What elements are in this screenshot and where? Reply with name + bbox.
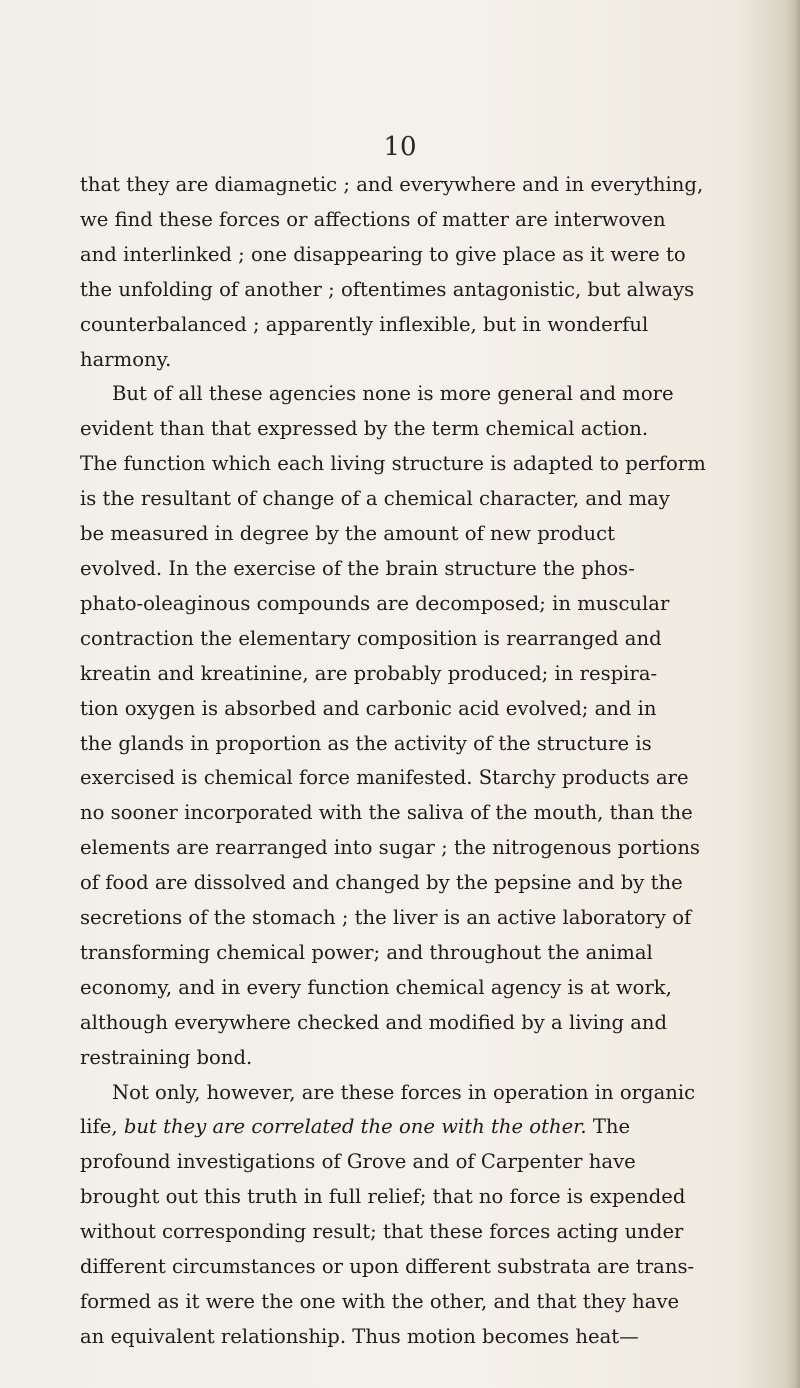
text-line: the unfolding of another ; oftentimes antagonistic, but always [80, 277, 695, 301]
text-line: the glands in proportion as the activity of the structure is [80, 731, 652, 755]
text-line: is the resultant of change of a chemical character, and may [80, 487, 670, 511]
text-line: we find these forces or affections of matter are interwoven [80, 207, 666, 231]
text-line: an equivalent relationship. Thus motion becomes heat— [80, 1324, 639, 1348]
text-line: formed as it were the one with the other, and that they have [80, 1290, 680, 1313]
text-line: phato-oleaginous compounds are decomposed; in muscular [80, 591, 670, 615]
text-line: counterbalanced ; apparently inflexible, but in wonderful [80, 312, 649, 336]
text-line: no sooner incorporated with the saliva of the mouth, than the [80, 801, 693, 825]
paragraph-start-line: Not only, however, are these forces in operation in organic [112, 1080, 696, 1104]
text-line: without corresponding result; that these forces acting under [80, 1220, 684, 1244]
page-number: 10 [383, 132, 417, 162]
text-line: secretions of the stomach ; the liver is an active laboratory of [80, 906, 692, 930]
text-line: different circumstances or upon different substrata are trans- [80, 1255, 695, 1279]
text-line: that they are diamagnetic ; and everywhere and in everything, [80, 173, 704, 196]
text-segment: life, [80, 1115, 124, 1139]
text-line: evolved. In the exercise of the brain structure the phos- [80, 556, 635, 580]
text-line: kreatin and kreatinine, are probably produced; in respira- [80, 661, 658, 685]
text-line: economy, and in every function chemical agency is at work, [80, 975, 672, 999]
paragraph-start-line: But of all these agencies none is more general and more [112, 382, 674, 406]
text-segment: The [586, 1115, 631, 1139]
text-line: although everywhere checked and modified by a living and [80, 1010, 668, 1034]
text-line: and interlinked ; one disappearing to give place as it were to [80, 242, 686, 266]
text-line: exercised is chemical force manifested. Starchy products are [80, 766, 689, 790]
text-line-with-italic [80, 1110, 800, 1145]
body-text [80, 168, 800, 1355]
italic-text-segment: but they are correlated the one with the other. [123, 1115, 587, 1139]
text-line: of food are dissolved and changed by the pepsine and by the [80, 871, 683, 895]
text-line: harmony. [80, 347, 172, 371]
text-line: brought out this truth in full relief; that no force is expended [80, 1185, 686, 1209]
text-line: profound investigations of Grove and of Carpenter have [80, 1150, 636, 1174]
text-line: tion oxygen is absorbed and carbonic acid evolved; and in [80, 696, 657, 720]
text-line: restraining bond. [80, 1045, 253, 1069]
text-line: elements are rearranged into sugar ; the nitrogenous portions [80, 836, 700, 860]
text-line: evident than that expressed by the term chemical action. [80, 417, 649, 441]
text-line: contraction the elementary composition is rearranged and [80, 626, 662, 650]
text-line: The function which each living structure is adapted to perform [80, 452, 706, 476]
text-line: transforming chemical power; and throughout the animal [80, 940, 653, 964]
text-line: be measured in degree by the amount of new product [80, 522, 615, 546]
